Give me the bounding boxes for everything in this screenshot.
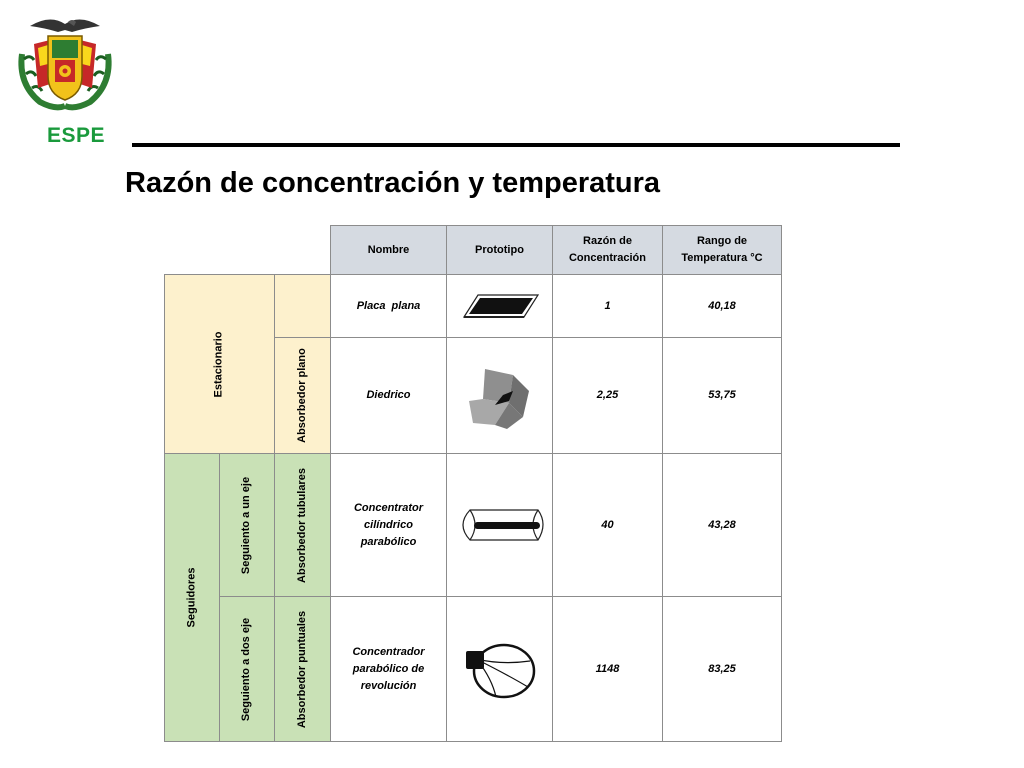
row3-rango: 43,28 [662, 453, 782, 597]
slide-title: Razón de concentración y temperatura [125, 167, 661, 199]
group-seguidores: Seguidores [164, 453, 220, 742]
group-estacionario-top-blank [274, 274, 331, 338]
espe-logo [10, 14, 120, 147]
parabolic-trough-icon [452, 502, 548, 548]
flat-plate-icon [460, 291, 540, 321]
row4-rango: 83,25 [662, 596, 782, 742]
row4-razon: 1148 [552, 596, 663, 742]
espe-emblem-icon [10, 14, 120, 119]
header-rango: Rango de Temperatura °C [662, 225, 782, 275]
row4-nombre: Concentrador parabólico de revolución [330, 596, 447, 742]
header-prototipo: Prototipo [446, 225, 553, 275]
group-absorbedor-plano: Absorbedor plano [274, 337, 331, 454]
group-seguimiento-dos-eje: Seguiento a dos eje [219, 596, 275, 742]
group-estacionario: Estacionario [164, 274, 275, 454]
espe-logo-text: ESPE [47, 124, 106, 147]
header-nombre: Nombre [330, 225, 447, 275]
row3-razon: 40 [552, 453, 663, 597]
group-absorbedor-puntuales: Absorbedor puntuales [274, 596, 331, 742]
row4-prototipo [446, 596, 553, 742]
row2-prototipo [446, 337, 553, 454]
group-seguimiento-un-eje: Seguiento a un eje [219, 453, 275, 597]
row1-prototipo [446, 274, 553, 338]
row2-nombre: Diedrico [330, 337, 447, 454]
title-rule [132, 143, 900, 147]
group-absorbedor-tubulares: Absorbedor tubulares [274, 453, 331, 597]
parabolic-dish-icon [462, 637, 538, 701]
dihedral-icon [465, 361, 535, 431]
row2-razon: 2,25 [552, 337, 663, 454]
row1-razon: 1 [552, 274, 663, 338]
row3-prototipo [446, 453, 553, 597]
row1-rango: 40,18 [662, 274, 782, 338]
row3-nombre: Concentrator cilíndrico parabólico [330, 453, 447, 597]
header-razon: Razón de Concentración [552, 225, 663, 275]
row2-rango: 53,75 [662, 337, 782, 454]
row1-nombre: Placa plana [330, 274, 447, 338]
